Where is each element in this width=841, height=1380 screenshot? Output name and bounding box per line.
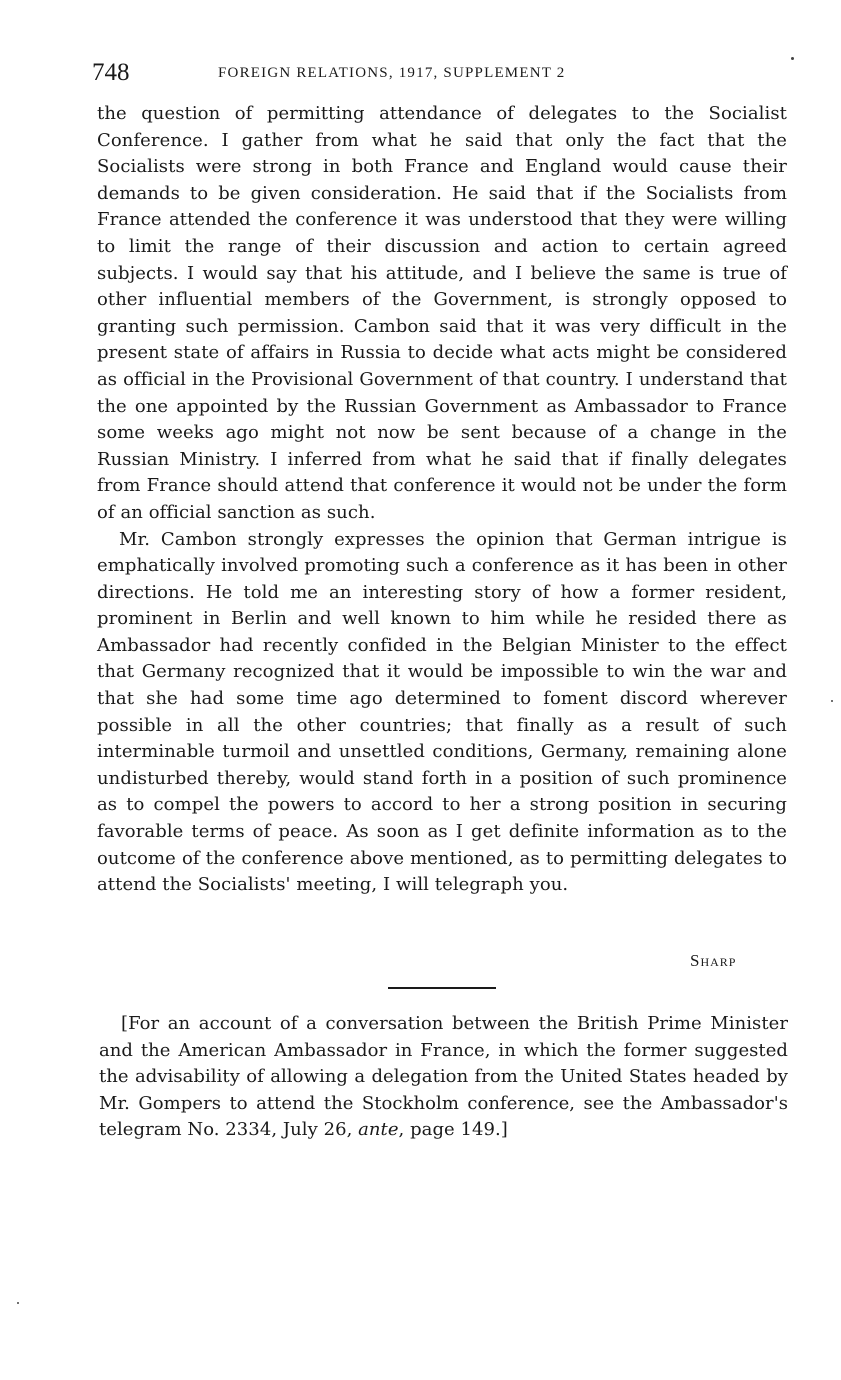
paper-speck (831, 700, 833, 702)
body-text (97, 101, 787, 899)
note-text-end: , page 149.] (398, 1119, 508, 1141)
editorial-note (99, 1011, 788, 1144)
signature: Sharp (690, 951, 737, 970)
page-header (92, 58, 662, 88)
section-divider (388, 987, 496, 989)
body-paragraph-1: the question of permitting attendance of delegates to the Socialist Conference. I gather from what he said that only the fact that the Socialists were strong in both France and England would cause their demands to be given consideration. He said that if the Socialists from France attended the conference it was understood that they were willing to limit the range of their discussion and action to certain agreed subjects. I would say that his attitude, and I believe the same is true of other influential members of the Government, is strongly opposed to granting such permission. Cambon said that it was very difficult in the present state of affairs in Russia to decide what acts might be considered as official in the Provisional Government of that country. I understand that the one appointed by the Russian Government as Ambassador to France some weeks ago might not now be sent because of a change in the Russian Ministry. I inferred from what he said that if finally delegates from France should attend that conference it would not be under the form of an official sanction as such. (97, 103, 787, 523)
note-italic-term: ante (358, 1119, 399, 1141)
paper-speck (791, 57, 794, 60)
running-head: FOREIGN RELATIONS, 1917, SUPPLEMENT 2 (218, 65, 566, 81)
paper-speck (17, 1302, 19, 1304)
page-number: 748 (92, 59, 130, 86)
note-text-start: [For an account of a conversation between the British Prime Minister and the American Ambassador in France, in which the former suggested the advisability of allowing a delegation from the United States headed by Mr. Gompers to attend the Stockholm conference, see the Ambassador's telegram No. 2334, July 26, (99, 1013, 788, 1141)
body-paragraph-2: Mr. Cambon strongly expresses the opinion that German intrigue is emphatically involved promoting such a conference as it has been in other directions. He told me an interesting story of how a former resident, prominent in Berlin and well known to him while he resided there as Ambassador had recently confided in the Belgian Minister to the effect that Germany recognized that it would be impossible to win the war and that she had some time ago determined to foment discord wherever possible in all the other countries; that finally as a result of such interminable turmoil and unsettled conditions, Germany, remaining alone undisturbed thereby, would stand forth in a position of such prominence as to compel the powers to accord to her a strong position in securing favorable terms of peace. As soon as I get definite information as to the outcome of the conference above mentioned, as to permitting delegates to attend the Socialists' meeting, I will telegraph you. (97, 528, 787, 896)
